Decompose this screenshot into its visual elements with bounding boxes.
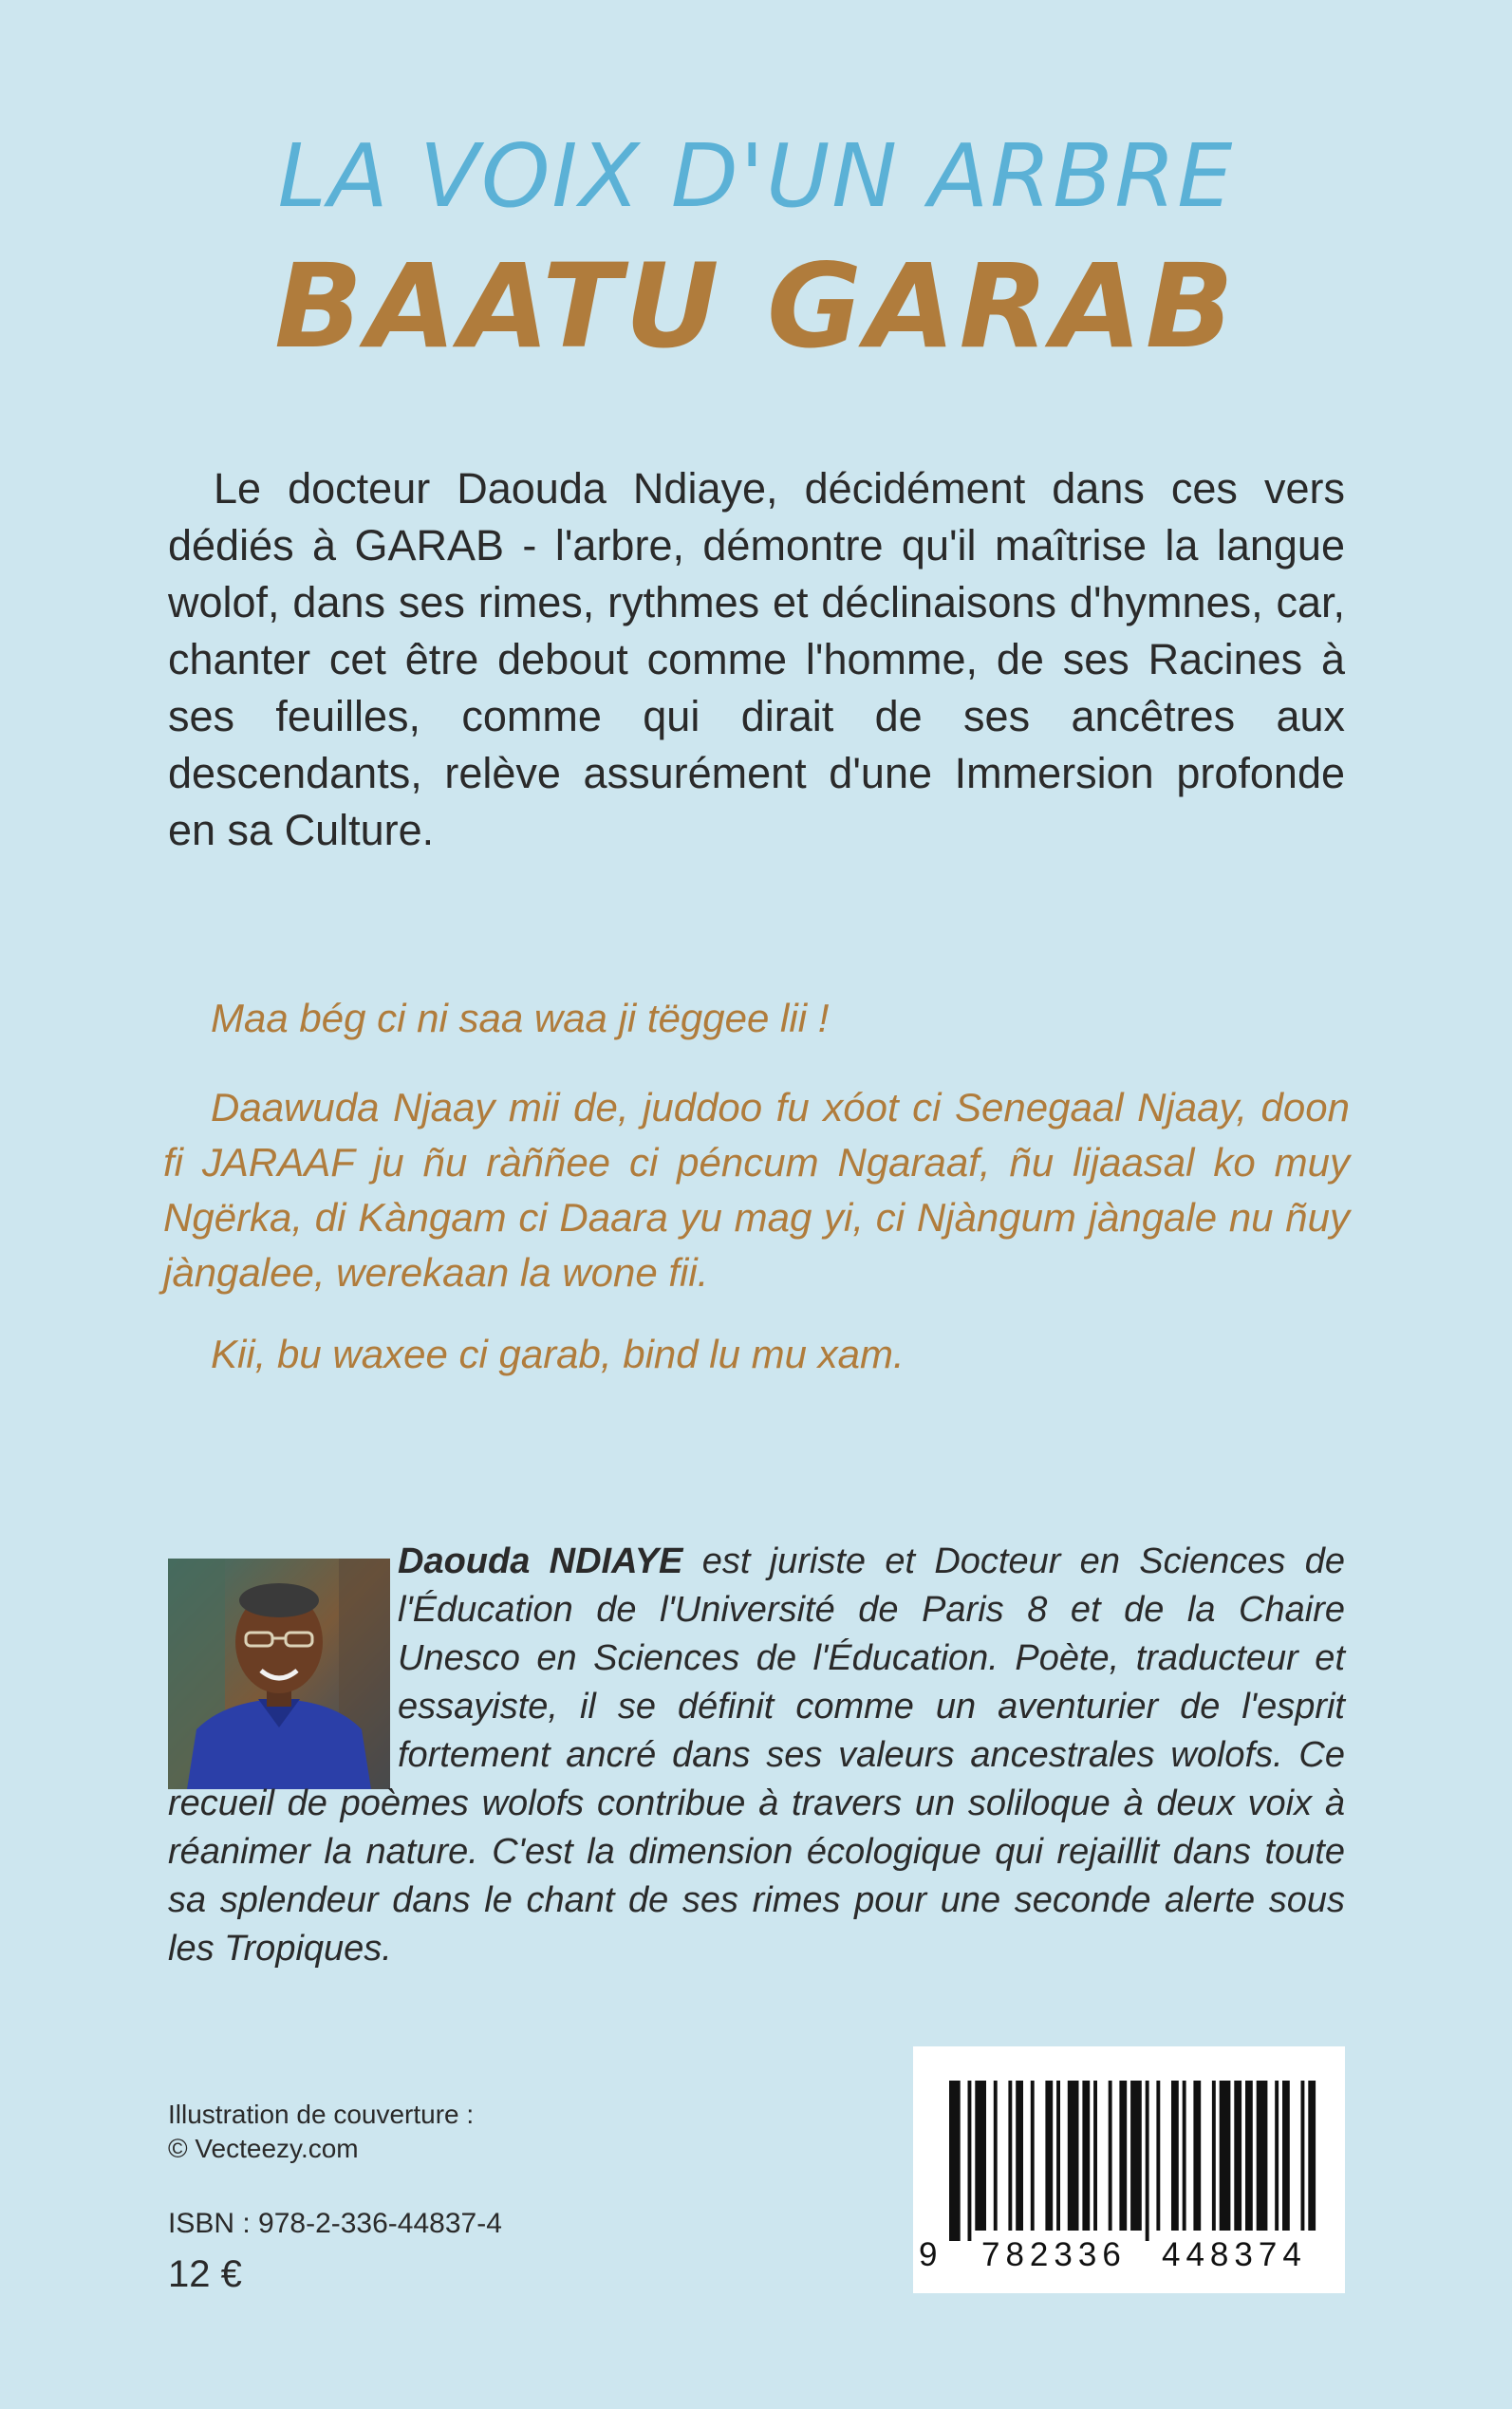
photo-spacer: [168, 1538, 398, 1770]
author-bio: [168, 1538, 1345, 1973]
price: 12 €: [168, 2253, 242, 2295]
isbn: ISBN : 978-2-336-44837-4: [168, 2208, 502, 2239]
barcode-bar: [1245, 2081, 1253, 2231]
barcode-bars: [913, 2046, 1345, 2241]
barcode-bar: [1308, 2081, 1316, 2231]
barcode-bar: [1275, 2081, 1279, 2231]
barcode-bar: [949, 2081, 961, 2241]
barcode-bar: [994, 2081, 998, 2231]
barcode-bar: [1282, 2081, 1290, 2231]
barcode-bar: [1119, 2081, 1127, 2231]
illustration-source: © Vecteezy.com: [168, 2134, 359, 2163]
barcode: [913, 2046, 1345, 2293]
title-line-2: BAATU GARAB: [274, 239, 1238, 374]
barcode-bar: [1220, 2081, 1231, 2231]
barcode-bar: [1146, 2081, 1149, 2241]
barcode-bar: [1016, 2081, 1023, 2231]
title-line-1: LA VOIX D'UN ARBRE: [277, 125, 1235, 227]
barcode-digits-right: 448374: [1162, 2236, 1307, 2273]
barcode-bar: [1031, 2081, 1035, 2231]
barcode-bar: [1212, 2081, 1216, 2231]
blurb-paragraph: Le docteur Daouda Ndiaye, décidément dans ces vers dédiés à GARAB - l'arbre, démontre qu'il maîtrise la langue wolof, dans ses rimes, rythmes et déclinaisons d'hymnes, car, chanter cet être debout comme l'homme, de ses Racines à ses feuilles, comme qui dirait de ses ancêtres aux descendants, relève assurément d'une Immersion profonde en sa Culture.: [168, 464, 1345, 854]
barcode-bar: [1130, 2081, 1142, 2231]
barcode-bar: [1193, 2081, 1201, 2231]
wolof-paragraph-2: Daawuda Njaay mii de, juddoo fu xóot ci Senegaal Njaay, doon fi JARAAF ju ñu ràññee ci péncum Ngaraaf, ñu lijaasal ko muy Ngërka, di Kàngam ci Daara yu mag yi, ci Njàngum jàngale nu ñuy jàngalee, werekaan la wone fii.: [163, 1085, 1350, 1295]
barcode-bar: [968, 2081, 972, 2241]
wolof-line-1: Maa bég ci ni saa waa ji tëggee lii !: [211, 996, 830, 1040]
wolof-line-3: Kii, bu waxee ci garab, bind lu mu xam.: [211, 1332, 905, 1376]
barcode-bar: [1183, 2081, 1186, 2231]
barcode-digit-first: 9: [919, 2236, 938, 2273]
author-bio-text: est juriste et Docteur en Sciences de l'Éducation de l'Université de Paris 8 et de la Chaire Unesco en Sciences de l'Éducation. Poète, traducteur et essayiste, il se définit comme un aventurier de l'esprit fortement ancré dans ses valeurs ancestrales wolofs. Ce recueil de poèmes wolofs contribue à travers un soliloque à deux voix à réanimer la nature. C'est la dimension écologique qui rejaillit dans toute sa splendeur dans le chant de ses rimes pour une seconde alerte sous les Tropiques.: [168, 1541, 1345, 1969]
barcode-digits: [913, 2236, 1345, 2284]
illustration-credit: [168, 2098, 474, 2166]
barcode-bar: [1156, 2081, 1160, 2231]
author-name: Daouda NDIAYE: [398, 1541, 683, 1581]
barcode-digits-left: 782336: [981, 2236, 1127, 2273]
barcode-bar: [1068, 2081, 1079, 2231]
illustration-label: Illustration de couverture :: [168, 2100, 475, 2129]
barcode-bar: [1045, 2081, 1053, 2231]
barcode-bar: [975, 2081, 986, 2231]
barcode-bar: [1234, 2081, 1241, 2231]
barcode-bar: [1082, 2081, 1090, 2231]
barcode-bar: [1171, 2081, 1179, 2231]
barcode-bar: [1008, 2081, 1012, 2231]
barcode-bar: [1301, 2081, 1305, 2231]
barcode-bar: [1109, 2081, 1112, 2231]
barcode-bar: [1093, 2081, 1097, 2231]
barcode-bar: [1056, 2081, 1060, 2231]
barcode-bar: [1257, 2081, 1268, 2231]
